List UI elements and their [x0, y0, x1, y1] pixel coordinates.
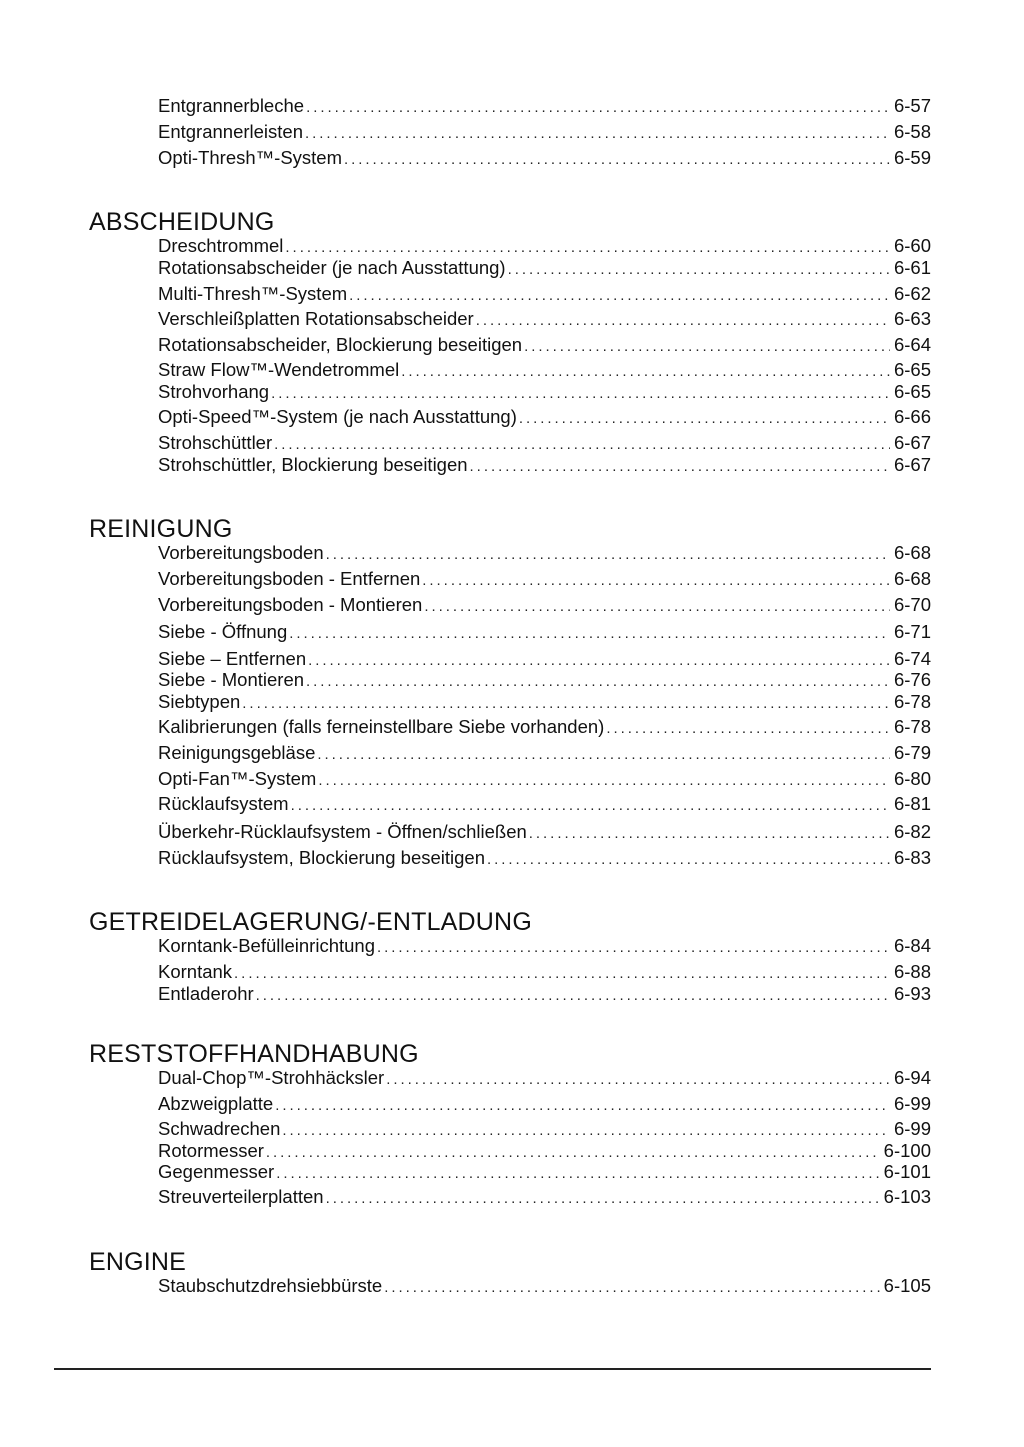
toc-entry[interactable]	[158, 257, 931, 279]
dot-leader	[384, 1277, 879, 1299]
dot-leader	[349, 285, 890, 307]
toc-entry-page-number: 6-67	[893, 454, 931, 475]
toc-entry-label: Rotationsabscheider, Blockierung beseitigen	[158, 334, 523, 355]
toc-entry-label: Vorbereitungsboden - Entfernen	[158, 568, 421, 589]
toc-entry[interactable]	[158, 1161, 931, 1183]
toc-entry-label: Opti-Fan™-System	[158, 768, 317, 789]
toc-entry-page-number: 6-71	[893, 621, 931, 642]
toc-entry-label: Vorbereitungsboden	[158, 542, 324, 563]
toc-entry[interactable]	[158, 768, 931, 790]
toc-entry[interactable]	[158, 621, 931, 643]
toc-entry-page-number: 6-79	[893, 742, 931, 763]
dot-leader	[291, 795, 890, 817]
toc-entry-label: Siebtypen	[158, 691, 241, 712]
dot-leader	[487, 849, 890, 871]
toc-entry-label: Strohschüttler, Blockierung beseitigen	[158, 454, 468, 475]
toc-entry[interactable]	[158, 147, 931, 169]
dot-leader	[317, 744, 890, 766]
toc-entry-label: Entgrannerleisten	[158, 121, 304, 142]
toc-entry-label: Entgrannerbleche	[158, 95, 305, 116]
toc-entry[interactable]	[158, 1186, 931, 1208]
dot-leader	[306, 671, 890, 693]
toc-entry-page-number: 6-59	[893, 147, 931, 168]
toc-entry[interactable]	[158, 847, 931, 869]
toc-entry[interactable]	[158, 691, 931, 713]
dot-leader	[274, 434, 890, 456]
dot-leader	[242, 693, 890, 715]
toc-entry-label: Streuverteilerplatten	[158, 1186, 324, 1207]
toc-entry[interactable]	[158, 594, 931, 616]
toc-entry[interactable]	[158, 334, 931, 356]
toc-entry-label: Siebe - Montieren	[158, 669, 305, 690]
toc-entry-page-number: 6-65	[893, 381, 931, 402]
toc-entry[interactable]	[158, 1140, 931, 1162]
dot-leader	[508, 259, 890, 281]
dot-leader	[386, 1069, 890, 1091]
toc-entry-page-number: 6-93	[893, 983, 931, 1004]
dot-leader	[424, 596, 890, 618]
toc-entry-label: Siebe – Entfernen	[158, 648, 307, 669]
toc-entry-label: Abzweigplatte	[158, 1093, 274, 1114]
toc-entry-page-number: 6-57	[893, 95, 931, 116]
toc-entry-page-number: 6-99	[893, 1118, 931, 1139]
section-heading: ABSCHEIDUNG	[89, 208, 275, 236]
toc-entry-page-number: 6-78	[893, 716, 931, 737]
toc-entry-page-number: 6-70	[893, 594, 931, 615]
dot-leader	[305, 123, 890, 145]
toc-entry-page-number: 6-63	[893, 308, 931, 329]
toc-entry-page-number: 6-65	[893, 359, 931, 380]
toc-entry[interactable]	[158, 935, 931, 957]
toc-entry-page-number: 6-84	[893, 935, 931, 956]
toc-entry[interactable]	[158, 669, 931, 691]
toc-entry[interactable]	[158, 1067, 931, 1089]
toc-entry[interactable]	[158, 793, 931, 815]
dot-leader	[529, 823, 890, 845]
toc-entry-page-number: 6-100	[883, 1140, 931, 1161]
section-heading: ENGINE	[89, 1248, 187, 1276]
toc-entry-label: Reinigungsgebläse	[158, 742, 316, 763]
toc-entry-label: Rotormesser	[158, 1140, 264, 1161]
toc-entry-label: Opti-Thresh™-System	[158, 147, 343, 168]
toc-entry[interactable]	[158, 454, 931, 476]
toc-entry[interactable]	[158, 283, 931, 305]
dot-leader	[519, 408, 890, 430]
section-heading: REINIGUNG	[89, 515, 233, 543]
toc-entry[interactable]	[158, 648, 931, 670]
dot-leader	[422, 570, 890, 592]
toc-entry[interactable]	[158, 359, 931, 381]
toc-entry-label: Überkehr-Rücklaufsystem - Öffnen/schließen	[158, 821, 527, 842]
toc-entry-page-number: 6-68	[893, 568, 931, 589]
toc-entry-label: Korntank-Befülleinrichtung	[158, 935, 375, 956]
toc-entry-page-number: 6-66	[893, 406, 931, 427]
dot-leader	[276, 1163, 879, 1185]
toc-entry[interactable]	[158, 235, 931, 257]
toc-entry-label: Gegenmesser	[158, 1161, 275, 1182]
toc-entry-label: Rotationsabscheider (je nach Ausstattung)	[158, 257, 506, 278]
toc-entry-page-number: 6-74	[893, 648, 931, 669]
toc-entry-page-number: 6-81	[893, 793, 931, 814]
toc-entry[interactable]	[158, 1275, 931, 1297]
toc-entry-page-number: 6-61	[893, 257, 931, 278]
toc-entry-label: Rücklaufsystem	[158, 793, 289, 814]
toc-entry-page-number: 6-67	[893, 432, 931, 453]
toc-entry-label: Strohvorhang	[158, 381, 270, 402]
toc-entry-page-number: 6-99	[893, 1093, 931, 1114]
toc-entry[interactable]	[158, 381, 931, 403]
toc-entry-label: Schwadrechen	[158, 1118, 281, 1139]
toc-entry[interactable]	[158, 432, 931, 454]
toc-entry-label: Straw Flow™-Wendetrommel	[158, 359, 400, 380]
dot-leader	[275, 1095, 890, 1117]
dot-leader	[344, 149, 890, 171]
dot-leader	[326, 544, 890, 566]
dot-leader	[234, 963, 890, 985]
toc-entry-page-number: 6-60	[893, 235, 931, 256]
dot-leader	[524, 336, 890, 358]
toc-entry-page-number: 6-103	[883, 1186, 931, 1207]
section-heading: RESTSTOFFHANDHABUNG	[89, 1040, 419, 1068]
dot-leader	[377, 937, 890, 959]
toc-entry-page-number: 6-64	[893, 334, 931, 355]
toc-entry-page-number: 6-82	[893, 821, 931, 842]
toc-entry-page-number: 6-88	[893, 961, 931, 982]
dot-leader	[476, 310, 890, 332]
toc-entry[interactable]	[158, 95, 931, 117]
toc-entry-label: Korntank	[158, 961, 233, 982]
toc-entry-label: Siebe - Öffnung	[158, 621, 288, 642]
dot-leader	[289, 623, 890, 645]
toc-entry-label: Multi-Thresh™-System	[158, 283, 348, 304]
toc-entry-page-number: 6-76	[893, 669, 931, 690]
dot-leader	[318, 770, 890, 792]
toc-entry-page-number: 6-68	[893, 542, 931, 563]
toc-entry[interactable]	[158, 542, 931, 564]
dot-leader	[256, 985, 890, 1007]
toc-entry-label: Strohschüttler	[158, 432, 273, 453]
toc-entry[interactable]	[158, 983, 931, 1005]
toc-entry[interactable]	[158, 961, 931, 983]
toc-entry-label: Dual-Chop™-Strohhäcksler	[158, 1067, 385, 1088]
toc-entry-label: Rücklaufsystem, Blockierung beseitigen	[158, 847, 485, 868]
dot-leader	[285, 237, 890, 259]
toc-entry-page-number: 6-78	[893, 691, 931, 712]
toc-entry[interactable]	[158, 821, 931, 843]
dot-leader	[306, 97, 890, 119]
toc-entry[interactable]	[158, 406, 931, 428]
toc-entry-page-number: 6-94	[893, 1067, 931, 1088]
footer-divider	[54, 1368, 931, 1370]
toc-entry-page-number: 6-83	[893, 847, 931, 868]
toc-entry-label: Dreschtrommel	[158, 235, 284, 256]
toc-entry[interactable]	[158, 121, 931, 143]
toc-entry-label: Opti-Speed™-System (je nach Ausstattung)	[158, 406, 517, 427]
toc-entry-label: Kalibrierungen (falls ferneinstellbare Siebe vorhanden)	[158, 716, 605, 737]
toc-entry-page-number: 6-58	[893, 121, 931, 142]
toc-entry-label: Entladerohr	[158, 983, 254, 1004]
toc-entry-label: Vorbereitungsboden - Montieren	[158, 594, 423, 615]
dot-leader	[282, 1120, 890, 1142]
toc-entry[interactable]	[158, 1093, 931, 1115]
toc-entry[interactable]	[158, 1118, 931, 1140]
toc-entry-page-number: 6-105	[883, 1275, 931, 1296]
toc-entry-label: Staubschutzdrehsiebbürste	[158, 1275, 383, 1296]
dot-leader	[606, 718, 890, 740]
toc-entry[interactable]	[158, 568, 931, 590]
dot-leader	[271, 383, 890, 405]
toc-entry-page-number: 6-62	[893, 283, 931, 304]
toc-entry-page-number: 6-101	[883, 1161, 931, 1182]
toc-entry[interactable]	[158, 716, 931, 738]
toc-entry-label: Verschleißplatten Rotationsabscheider	[158, 308, 474, 329]
dot-leader	[470, 456, 890, 478]
dot-leader	[401, 361, 890, 383]
dot-leader	[326, 1188, 880, 1210]
section-heading: GETREIDELAGERUNG/-ENTLADUNG	[89, 908, 532, 936]
toc-entry[interactable]	[158, 742, 931, 764]
toc-entry-page-number: 6-80	[893, 768, 931, 789]
toc-entry[interactable]	[158, 308, 931, 330]
